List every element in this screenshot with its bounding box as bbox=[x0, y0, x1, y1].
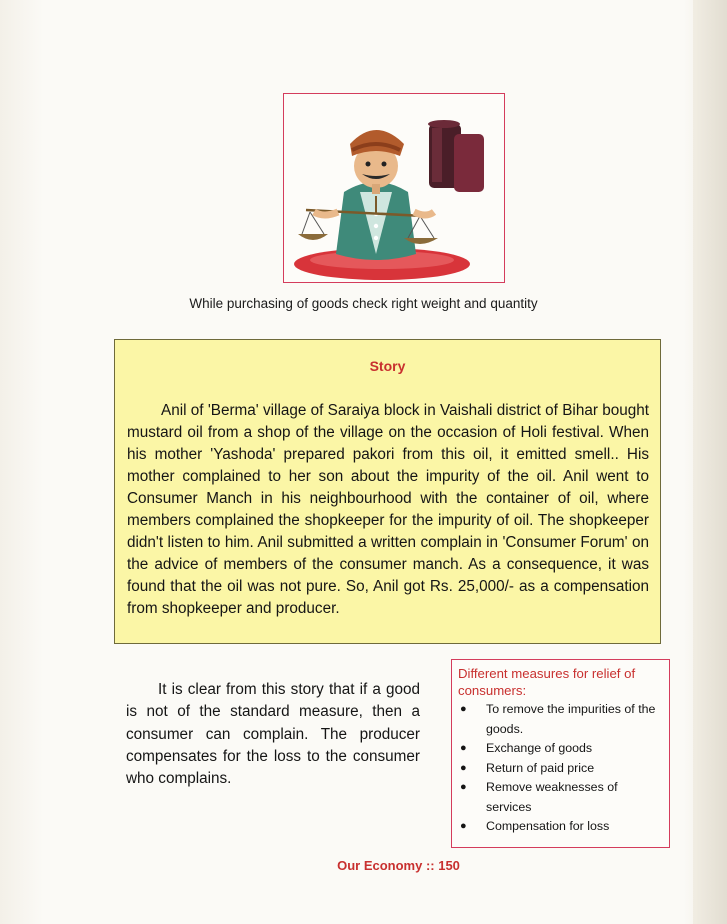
list-item-text: Compensation for loss bbox=[486, 819, 610, 833]
bullet-icon: ● bbox=[460, 742, 467, 754]
list-item bbox=[458, 700, 663, 739]
figure-caption: While purchasing of goods check right weight and quantity bbox=[189, 296, 538, 311]
bullet-icon: ● bbox=[460, 703, 467, 715]
illustration-frame bbox=[283, 93, 505, 283]
list-item bbox=[458, 759, 663, 779]
story-box bbox=[114, 339, 661, 644]
relief-measures-title: Different measures for relief of consumers: bbox=[458, 666, 636, 698]
relief-measures-box bbox=[451, 659, 670, 848]
book-spine-shadow bbox=[693, 0, 727, 924]
relief-measures-list bbox=[458, 700, 663, 837]
list-item bbox=[458, 817, 663, 837]
list-item-text: Return of paid price bbox=[486, 760, 595, 775]
list-item-text: Remove weaknesses of services bbox=[486, 780, 618, 814]
list-item-text: Exchange of goods bbox=[486, 741, 593, 755]
page-footer: Our Economy :: 150 bbox=[337, 858, 460, 873]
bullet-icon: ● bbox=[460, 820, 467, 832]
shopkeeper-illustration bbox=[284, 94, 504, 282]
bullet-icon: ● bbox=[460, 781, 467, 793]
story-text: Anil of 'Berma' village of Saraiya block in Vaishali district of Bihar bought mustard oil from a shop of the village on the occasion of Holi festival. When his mother 'Yashoda' prepared pakori from this oil, it emitted smell.. His mother complained to her son about the impurity of the oil. Anil went to Consumer Manch in his neighbourhood with the container of oil, where members complained the shopkeeper for the impurity of oil. The shopkeeper didn't listen to him. Anil submitted a written complain in 'Consumer Forum' on the advice of members of the consumer manch. As a consequence, it was found that the oil was not pure. So, Anil got Rs. 25,000/- as a compensation from shopkeeper and producer. bbox=[127, 402, 649, 617]
list-item-text: To remove the impurities of the goods. bbox=[486, 702, 656, 736]
bullet-icon: ● bbox=[460, 761, 467, 774]
list-item bbox=[458, 778, 663, 817]
conclusion-paragraph: It is clear from this story that if a good is not of the standard measure, then a consumer can complain. The producer compensates for the loss to the consumer who complains. bbox=[126, 681, 420, 788]
story-title: Story bbox=[369, 358, 406, 374]
list-item bbox=[458, 739, 663, 759]
